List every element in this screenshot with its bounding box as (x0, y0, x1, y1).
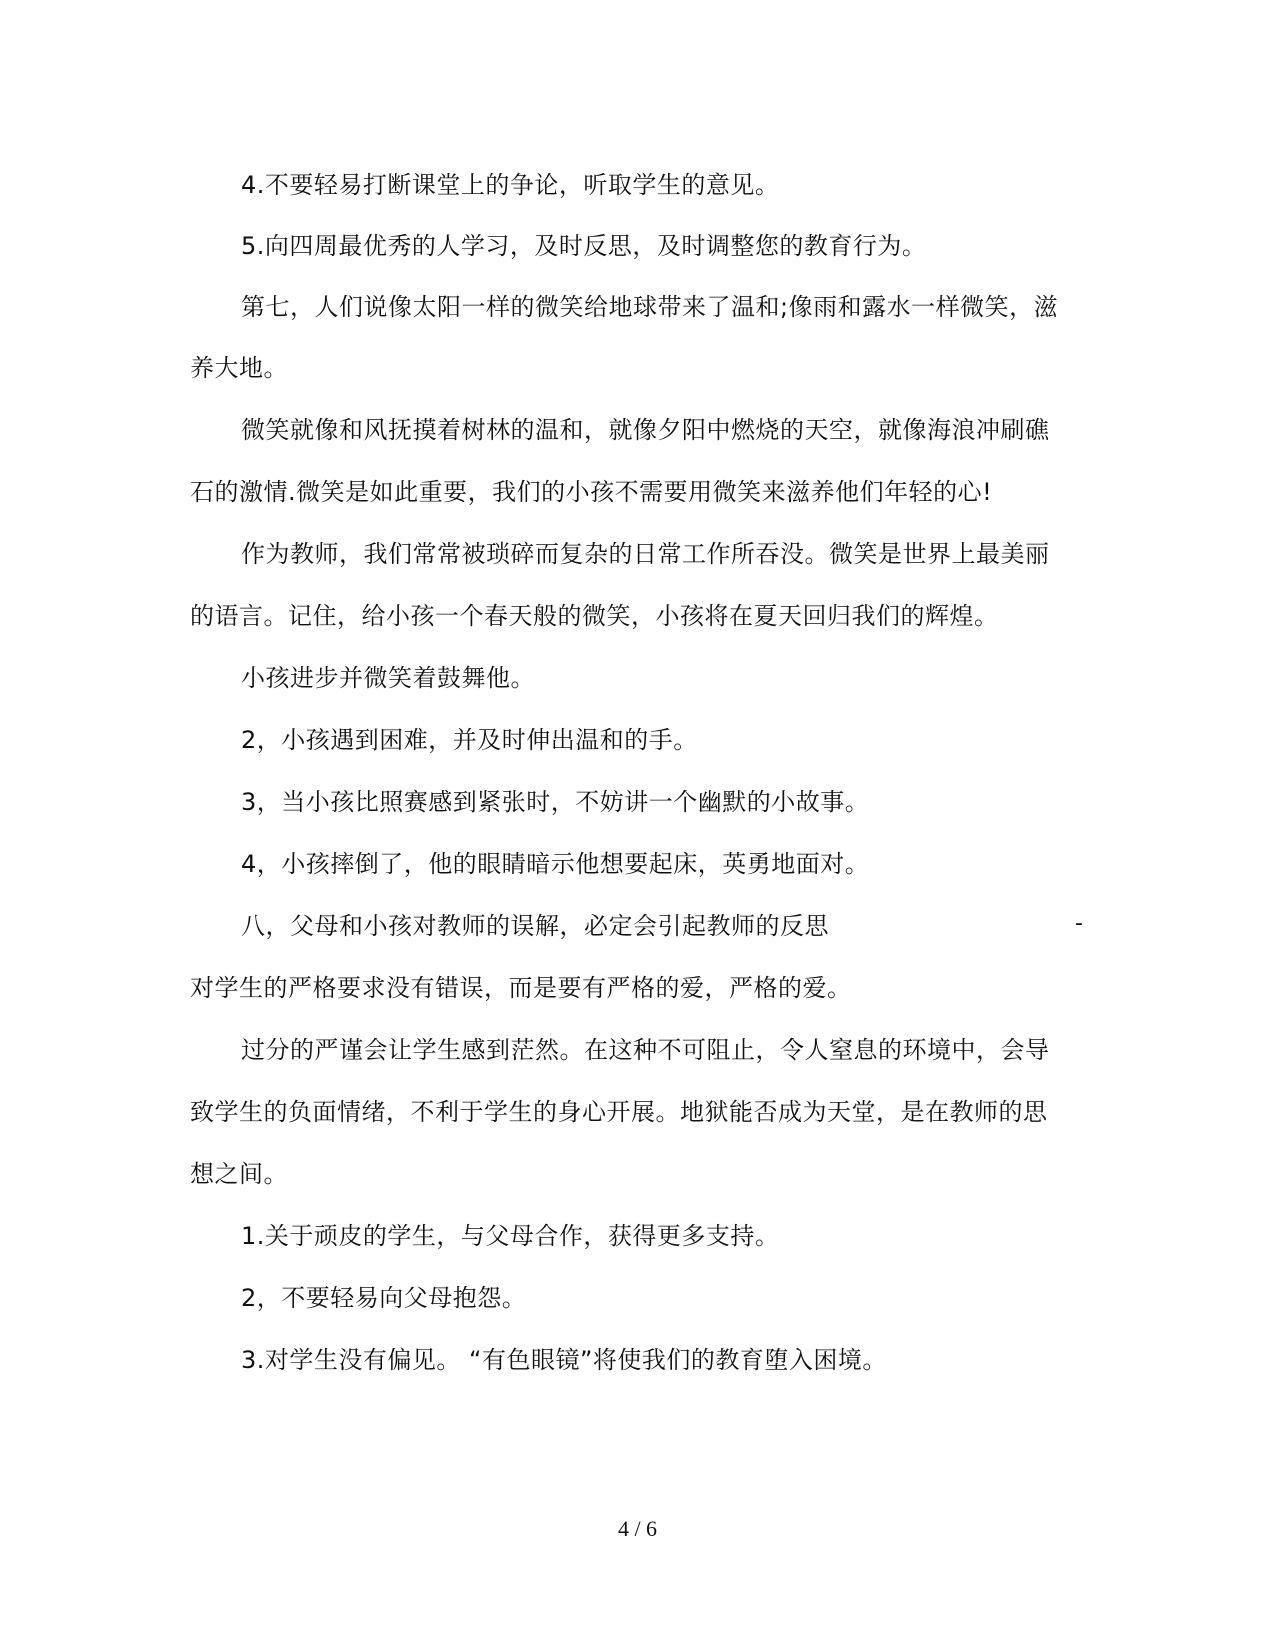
text-line: 作为教师，我们常常被琐碎而复杂的日常工作所吞没。微笑是世界上最美丽 (241, 540, 1050, 568)
text-line: 4.不要轻易打断课堂上的争论，听取学生的意见。 (241, 171, 780, 199)
text-line: 的语言。记住，给小孩一个春天般的微笑，小孩将在夏天回归我们的辉煌。 (190, 602, 999, 630)
text-line: 致学生的负面情绪，不利于学生的身心开展。地狱能否成为天堂，是在教师的思 (190, 1098, 1048, 1126)
text-line: 八，父母和小孩对教师的误解，必定会引起教师的反思 (241, 912, 829, 940)
text-line: 1.关于顽皮的学生，与父母合作，获得更多支持。 (241, 1222, 780, 1250)
page-number: 4 / 6 (617, 1516, 658, 1541)
text-line: 3，当小孩比照赛感到紧张时，不妨讲一个幽默的小故事。 (241, 788, 870, 816)
text-line: 过分的严谨会让学生感到茫然。在这种不可阻止，令人窒息的环境中，会导 (241, 1036, 1050, 1064)
text-line: 对学生的严格要求没有错误，而是要有严格的爱，严格的爱。 (190, 974, 852, 1002)
text-line: 4，小孩摔倒了，他的眼睛暗示他想要起床，英勇地面对。 (241, 850, 870, 878)
text-line: 2，不要轻易向父母抱怨。 (241, 1284, 527, 1312)
text-line: 2，小孩遇到困难，并及时伸出温和的手。 (241, 726, 698, 754)
text-line: 石的激情.微笑是如此重要，我们的小孩不需要用微笑来滋养他们年轻的心! (190, 478, 993, 506)
text-line: 3.对学生没有偏见。 “有色眼镜”将使我们的教育堕入困境。 (241, 1346, 887, 1374)
dash-mark: - (1075, 911, 1083, 936)
text-line: 想之间。 (190, 1160, 288, 1188)
text-line: 5.向四周最优秀的人学习，及时反思，及时调整您的教育行为。 (241, 232, 927, 260)
text-line: 养大地。 (190, 354, 288, 382)
text-line: 第七，人们说像太阳一样的微笑给地球带来了温和;像雨和露水一样微笑，滋 (241, 293, 1059, 321)
text-line: 微笑就像和风抚摸着树林的温和，就像夕阳中燃烧的天空，就像海浪冲刷礁 (241, 416, 1050, 444)
text-line: 小孩进步并微笑着鼓舞他。 (241, 664, 535, 692)
